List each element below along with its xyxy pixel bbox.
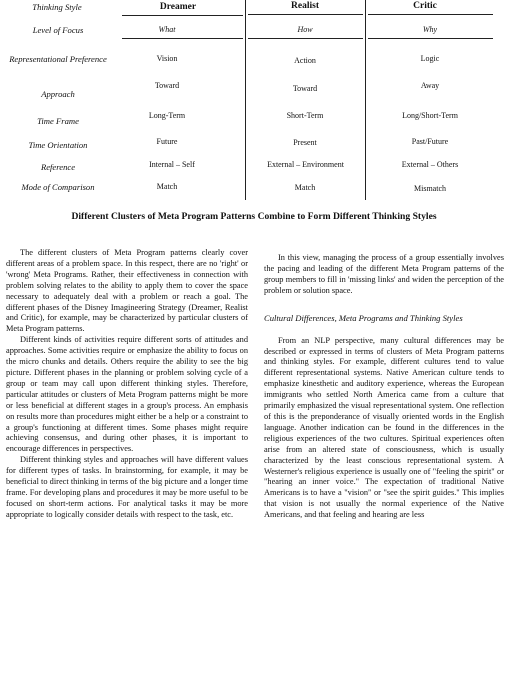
table-cell: External – Others <box>401 160 459 169</box>
column-header-dreamer: Dreamer <box>159 2 197 12</box>
right-text-column <box>264 253 504 521</box>
row-label-representational-preference: Representational Preference <box>9 54 107 64</box>
paragraph: Different kinds of activities require different sorts of attitudes and approaches. Some activities require or emphasize the ability to focus on the micro chunks and details. Others require the ability to see the big picture. Different phases in the planning or problem solving cycle of a group or team may call upon different thinking styles. Therefore, particular attitudes or clusters of Meta Program patterns might be more or less beneficial at different stages in a group's process. An emphasis on results more than procedures might either be a help or a constraint to a group's functioning at different times. Some phases might require achieving consensus, and during other phases, it is important to encourage differences in perspectives. <box>6 335 248 454</box>
left-text-column <box>6 248 248 521</box>
column-divider <box>365 0 366 200</box>
column-divider <box>245 0 246 200</box>
paragraph: In this view, managing the process of a group essentially involves the pacing and leading of the different Meta Program patterns of the group members to fill in 'missing links' and widen the perception of the problem or solution space. <box>264 253 504 295</box>
table-cell: Present <box>293 138 317 147</box>
row-label-level-of-focus: Level of Focus <box>32 25 84 35</box>
table-cell: Past/Future <box>411 137 449 146</box>
table-corner-label: Thinking Style <box>32 2 82 12</box>
header-underline <box>368 14 493 15</box>
row-divider <box>368 38 493 39</box>
table-cell: Match <box>156 182 178 191</box>
row-label-mode-of-comparison: Mode of Comparison <box>21 182 95 192</box>
table-cell: Long/Short-Term <box>402 111 458 120</box>
row-divider <box>122 38 243 39</box>
row-divider <box>248 38 363 39</box>
table-cell: Future <box>156 137 178 146</box>
table-cell: Internal – Self <box>149 160 195 169</box>
paragraph: From an NLP perspective, many cultural differences may be described or expressed in terms of clusters of Meta Program patterns and thinking styles. For example, different cultures tend to value different representational systems. Native American culture tends to emphasize kinesthetic and auditory experience, whereas the European immigrants who settled North America came from a culture that primarily emphasized the visual representational system. One reflection of this is the preponderance of visually oriented words in the English language. Another indication can be found in the differences in the religious experiences of the two cultures. Spiritual experiences often arise from an altered state of consciousness, which is usually characterized by the least conscious representational system. A Westerner's religious experience is usually one of "feeling the spirit" or "hearing an inner voice." The expectation of traditional Native Americans is to have a "vision" or "see the spirit guides." This implies that vision is not usually the normal experience of the Native Americans, and that feeling and hearing are less <box>264 335 504 520</box>
row-label-reference: Reference <box>40 162 76 172</box>
column-header-realist: Realist <box>291 1 319 11</box>
paragraph: The different clusters of Meta Program patterns clearly cover different areas of a problem space. In this respect, there are no 'right' or 'wrong' Meta Programs. Rather, their effectiveness in connection with problem solving relates to the ability to apply them to cover the space necessary to adequately deal with a problem or reach a goal. The different phases of the Disney Imagineering Strategy (Dreamer, Realist and Critic), for example, may be characterized by particular clusters of Meta Program patterns. <box>6 248 248 334</box>
table-caption: Different Clusters of Meta Program Patterns Combine to Form Different Thinking Styles <box>71 211 437 222</box>
table-cell: Vision <box>156 54 178 63</box>
header-underline <box>248 14 363 15</box>
paragraph: Different thinking styles and approaches will have different values for different types of tasks. In brainstorming, for example, it may be beneficial to direct thinking in terms of the big picture and a longer time frame. For developing plans and procedures it may be more useful to be focused on short-term actions. For analytical tasks it may be more appropriate to logically consider details with respect to the task, etc. <box>6 455 248 519</box>
table-cell: What <box>158 25 176 34</box>
table-cell: Why <box>422 25 438 34</box>
section-subheading: Cultural Differences, Meta Programs and Thinking Styles <box>264 312 463 323</box>
table-cell: Away <box>420 81 440 90</box>
table-cell: Toward <box>292 84 318 93</box>
row-label-time-frame: Time Frame <box>37 116 79 126</box>
row-label-time-orientation: Time Orientation <box>28 140 88 150</box>
table-cell: Logic <box>420 54 440 63</box>
table-cell: External – Environment <box>267 160 344 169</box>
table-cell: Toward <box>154 81 180 90</box>
table-cell: How <box>297 25 313 34</box>
table-cell: Action <box>294 56 316 65</box>
table-cell: Short-Term <box>286 111 324 120</box>
table-cell: Mismatch <box>414 184 446 193</box>
header-underline <box>122 15 243 16</box>
row-label-approach: Approach <box>41 89 75 99</box>
table-cell: Long-Term <box>148 111 186 120</box>
column-header-critic: Critic <box>413 1 437 11</box>
table-cell: Match <box>294 183 316 192</box>
